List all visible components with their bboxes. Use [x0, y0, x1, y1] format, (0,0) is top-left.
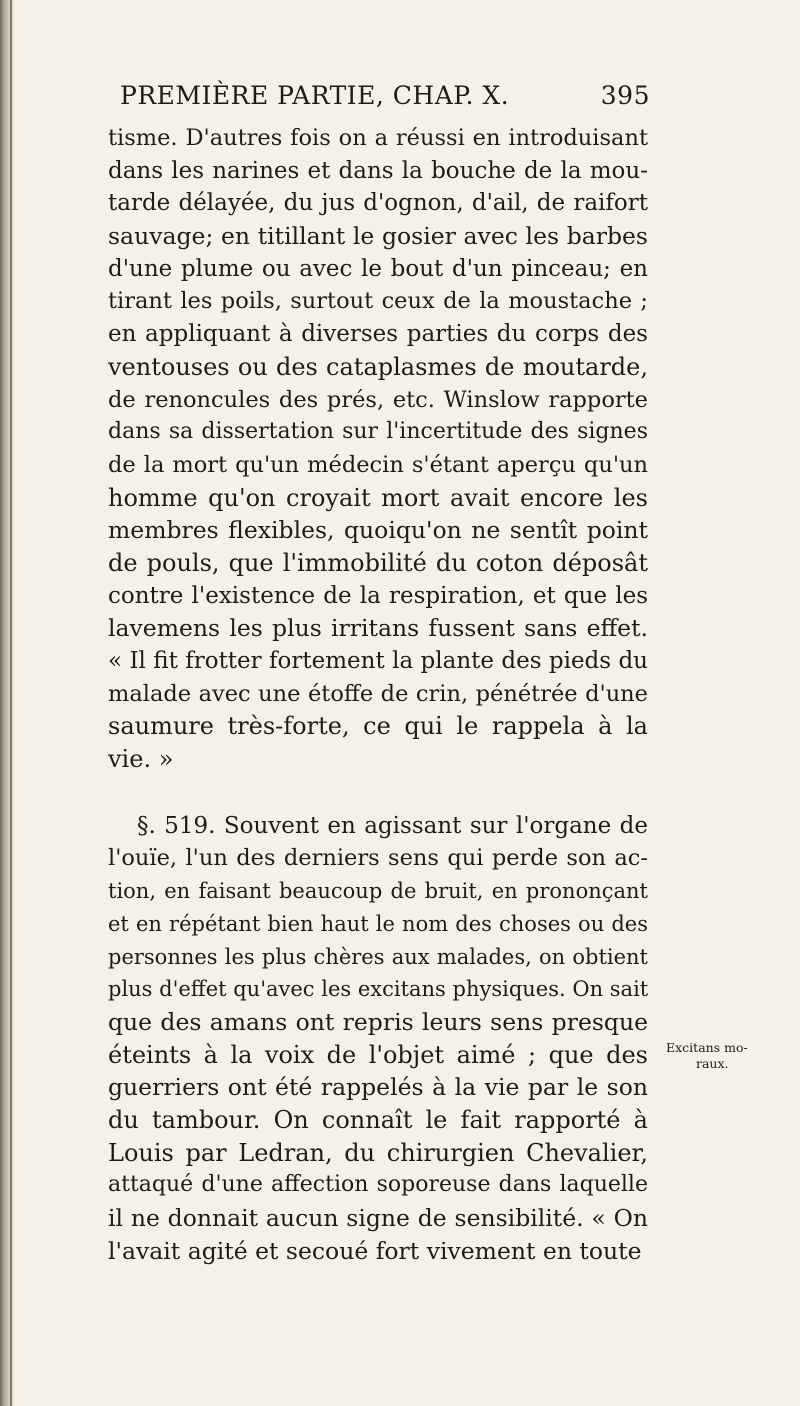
text-line: vie. »: [108, 745, 174, 774]
text-line: §. 519. Souvent en agissant sur l'organe de: [137, 812, 648, 839]
text-line: tisme. D'autres fois on a réussi en introduisant: [108, 125, 648, 151]
text-line: malade avec une étoffe de crin, pénétrée d'une: [108, 680, 648, 707]
text-line: en appliquant à diverses parties du corps des: [108, 321, 648, 348]
text-line: tion, en faisant beaucoup de bruit, en prononçant: [108, 879, 648, 904]
text-line: de la mort qu'un médecin s'étant aperçu qu'un: [108, 451, 648, 478]
text-line: de renoncules des prés, etc. Winslow rapporte: [108, 386, 648, 413]
running-header: [120, 81, 650, 110]
paragraph-1: [108, 122, 648, 776]
text-line: attaqué d'une affection soporeuse dans laquelle: [108, 1172, 648, 1198]
running-title: PREMIÈRE PARTIE, CHAP. X.: [120, 81, 510, 110]
text-line: Louis par Ledran, du chirurgien Chevalier,: [108, 1138, 648, 1167]
text-line: de pouls, que l'immobilité du coton déposât: [108, 548, 648, 577]
text-line: tirant les poils, surtout ceux de la moustache ;: [108, 288, 648, 315]
text-line: contre l'existence de la respiration, et que les: [108, 582, 648, 609]
text-line: d'une plume ou avec le bout d'un pinceau; en: [108, 255, 648, 282]
text-line: éteints à la voix de l'objet aimé ; que des: [108, 1040, 648, 1069]
text-line: lavemens les plus irritans fussent sans effet.: [108, 614, 648, 643]
page-number: 395: [600, 81, 650, 110]
margin-note-line: raux.: [696, 1056, 729, 1071]
text-line: il ne donnait aucun signe de sensibilité. « On: [108, 1204, 648, 1232]
text-line: personnes les plus chères aux malades, on obtient: [108, 944, 648, 969]
paragraph-2: [108, 810, 648, 1268]
text-line: « Il fit frotter fortement la plante des pieds du: [108, 648, 648, 674]
page-body: [108, 122, 648, 1267]
text-line: plus d'effet qu'avec les excitans physiques. On sait: [108, 977, 649, 1002]
paragraph-gap: [108, 776, 648, 810]
text-line: dans sa dissertation sur l'incertitude des signes: [108, 419, 648, 445]
text-line: et en répétant bien haut le nom des choses ou des: [108, 911, 648, 936]
text-line: que des amans ont repris leurs sens presque: [108, 1007, 648, 1036]
text-line: homme qu'on croyait mort avait encore les: [108, 483, 648, 512]
text-line: saumure très-forte, ce qui le rappela à la: [108, 712, 648, 741]
text-line: dans les narines et dans la bouche de la mou-: [108, 157, 648, 184]
text-line: sauvage; en titillant le gosier avec les barbes: [108, 222, 648, 251]
margin-note: [666, 1040, 786, 1072]
margin-note-line: Excitans mo-: [666, 1040, 748, 1055]
text-line: ventouses ou des cataplasmes de moutarde,: [108, 352, 648, 381]
text-line: tarde délayée, du jus d'ognon, d'ail, de raifort: [108, 190, 648, 217]
text-line: guerriers ont été rappelés à la vie par le son: [108, 1073, 648, 1102]
text-line: du tambour. On connaît le fait rapporté à: [108, 1105, 648, 1134]
text-line: l'ouïe, l'un des derniers sens qui perde son ac-: [108, 845, 648, 872]
page-binding-line: [10, 0, 12, 1406]
text-line: l'avait agité et secoué fort vivement en toute: [108, 1236, 642, 1265]
text-line: membres flexibles, quoiqu'on ne sentît point: [108, 516, 648, 545]
